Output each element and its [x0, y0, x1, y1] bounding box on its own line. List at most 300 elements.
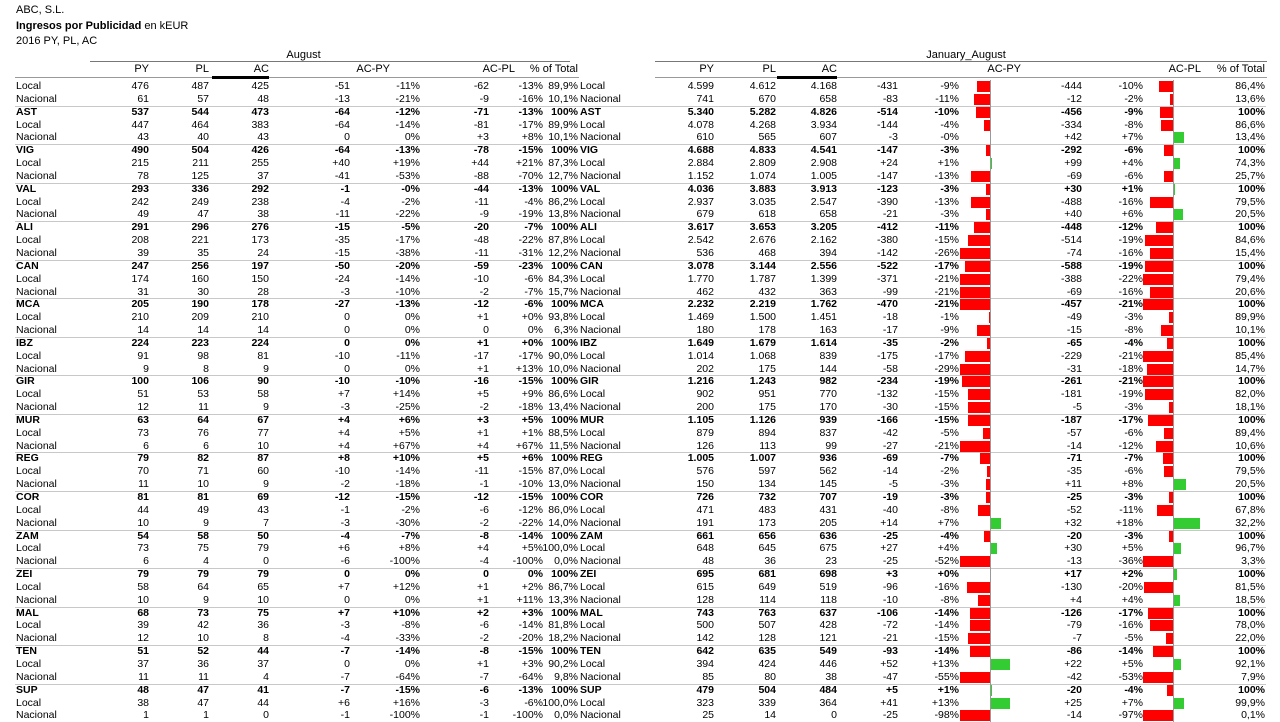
- aug-pl-cell: 76: [197, 426, 209, 439]
- ytd-share-cell: 74,3%: [1235, 157, 1265, 170]
- table-row: [0, 709, 1280, 722]
- ytd-ac-py-pct-cell: -11%: [935, 92, 959, 105]
- ytd-ac-cell: 675: [819, 542, 837, 555]
- ytd-ac-pl-bar: [1163, 453, 1173, 464]
- aug-pl-cell: 336: [191, 182, 209, 195]
- row-label: Local: [16, 195, 42, 208]
- aug-ac-py-pct-cell: 0%: [404, 324, 420, 337]
- ytd-share-cell: 100%: [1238, 413, 1265, 426]
- ytd-ac-pl-pct-cell: -53%: [1118, 670, 1143, 683]
- aug-ac-py-pct-cell: -14%: [395, 272, 420, 285]
- ytd-ac-py-pct-cell: +7%: [937, 516, 959, 529]
- ytd-ac-pl-cell: -261: [1060, 375, 1082, 388]
- header-underline-ac: [212, 76, 269, 79]
- aug-py-cell: 39: [137, 246, 149, 259]
- ytd-share-cell: 20,5%: [1235, 478, 1265, 491]
- ytd-share-cell: 81,5%: [1235, 580, 1265, 593]
- aug-ac-pl-cell: -6: [479, 683, 489, 696]
- ytd-ac-cell: 431: [819, 503, 837, 516]
- ytd-py-cell: 1.216: [687, 375, 714, 388]
- row-label-ytd: Local: [580, 542, 606, 555]
- ytd-ac-pl-bar-axis: [1173, 709, 1174, 722]
- ytd-ac-pl-bar: [1170, 94, 1173, 105]
- aug-py-cell: 44: [137, 503, 149, 516]
- aug-ac-py-pct-cell: 0%: [404, 593, 420, 606]
- aug-ac-py-cell: +7: [338, 388, 350, 401]
- ytd-ac-py-pct-cell: -15%: [934, 234, 959, 247]
- ytd-share-cell: 84,6%: [1235, 234, 1265, 247]
- aug-share-cell: 84,3%: [548, 272, 578, 285]
- ytd-ac-pl-cell: -15: [1066, 324, 1082, 337]
- table-row: [0, 581, 1280, 594]
- table-row: [0, 619, 1280, 632]
- aug-py-cell: 490: [131, 144, 149, 157]
- ytd-ac-py-cell: -21: [882, 632, 898, 645]
- section-ytd-rule: [655, 61, 1267, 62]
- aug-share-cell: 81,8%: [548, 619, 578, 632]
- aug-ac-cell: 178: [251, 298, 269, 311]
- ytd-ac-py-cell: -380: [876, 234, 898, 247]
- ytd-py-cell: 3.078: [687, 259, 714, 272]
- ytd-ac-cell: 770: [819, 388, 837, 401]
- ytd-ac-py-bar: [978, 505, 990, 516]
- aug-share-cell: 11,5%: [549, 439, 578, 452]
- ytd-ac-py-bar: [989, 312, 990, 323]
- aug-ac-pl-pct-cell: -6%: [524, 696, 543, 709]
- aug-ac-cell: 10: [257, 593, 269, 606]
- ytd-share-cell: 0,1%: [1241, 709, 1265, 722]
- ytd-ac-py-bar-axis: [990, 350, 991, 363]
- ytd-ac-cell: 549: [819, 645, 837, 658]
- ytd-ac-pl-pct-cell: -18%: [1118, 362, 1143, 375]
- ytd-col-header-ac-py: AC-PY: [987, 63, 1021, 75]
- aug-ac-pl-cell: -6: [479, 619, 489, 632]
- ytd-ac-pl-bar: [1160, 107, 1173, 118]
- ytd-ac-pl-cell: -20: [1066, 683, 1082, 696]
- aug-ac-py-pct-cell: -17%: [395, 234, 420, 247]
- aug-share-cell: 86,7%: [548, 580, 578, 593]
- ytd-ac-py-pct-cell: -26%: [934, 246, 959, 259]
- ytd-ac-pl-bar: [1174, 209, 1183, 220]
- ytd-ac-pl-bar: [1150, 287, 1173, 298]
- ytd-ac-pl-cell: -13: [1066, 555, 1082, 568]
- ytd-ac-cell: 163: [819, 324, 837, 337]
- ytd-ac-py-bar-axis: [990, 465, 991, 478]
- ytd-pl-cell: 173: [758, 516, 776, 529]
- ytd-ac-pl-bar: [1143, 376, 1173, 387]
- ytd-py-cell: 642: [696, 645, 714, 658]
- row-label: Nacional: [16, 670, 57, 683]
- ytd-pl-cell: 432: [758, 285, 776, 298]
- ytd-ac-pl-bar-axis: [1173, 234, 1174, 247]
- ytd-ac-py-pct-cell: -14%: [934, 606, 959, 619]
- ytd-pl-cell: 1.007: [749, 452, 776, 465]
- ytd-ac-py-bar-axis: [990, 555, 991, 568]
- aug-pl-cell: 464: [191, 118, 209, 131]
- ytd-share-cell: 100%: [1238, 259, 1265, 272]
- ytd-ac-pl-bar-axis: [1173, 273, 1174, 286]
- ytd-ac-pl-cell: +42: [1064, 131, 1082, 144]
- ytd-ac-cell: 446: [819, 657, 837, 670]
- aug-ac-cell: 238: [251, 195, 269, 208]
- ytd-share-cell: 79,5%: [1235, 465, 1265, 478]
- aug-ac-py-cell: -13: [334, 92, 350, 105]
- region-total-row: [0, 375, 1280, 388]
- ytd-pl-cell: 1.679: [749, 336, 776, 349]
- aug-ac-pl-cell: 0: [483, 568, 489, 581]
- ytd-ac-py-bar-axis: [990, 221, 991, 234]
- row-label-ytd: Local: [580, 349, 606, 362]
- ytd-pl-cell: 763: [758, 606, 776, 619]
- aug-pl-cell: 106: [191, 375, 209, 388]
- ytd-ac-pl-pct-cell: -5%: [1124, 632, 1143, 645]
- aug-ac-pl-pct-cell: -14%: [518, 529, 543, 542]
- ytd-pl-cell: 1.126: [749, 413, 776, 426]
- report-title-bold: Ingresos por Publicidad: [16, 19, 142, 32]
- ytd-ac-py-cell: -35: [882, 336, 898, 349]
- aug-py-cell: 79: [137, 452, 149, 465]
- row-label-ytd: TEN: [580, 645, 601, 658]
- ytd-ac-cell: 982: [819, 375, 837, 388]
- ytd-ac-pl-pct-cell: +18%: [1115, 516, 1143, 529]
- ytd-ac-py-cell: -166: [876, 413, 898, 426]
- aug-ac-pl-cell: -8: [479, 645, 489, 658]
- row-label: Local: [16, 580, 42, 593]
- ytd-ac-pl-pct-cell: -14%: [1118, 645, 1143, 658]
- row-label: GIR: [16, 375, 35, 388]
- ytd-ac-py-pct-cell: -15%: [934, 388, 959, 401]
- aug-ac-py-cell: 0: [344, 324, 350, 337]
- ytd-ac-pl-cell: -74: [1066, 246, 1082, 259]
- aug-ac-py-cell: -10: [334, 375, 350, 388]
- ytd-ac-cell: 1.614: [810, 336, 837, 349]
- ytd-ac-py-bar: [971, 197, 990, 208]
- ytd-ac-py-cell: -96: [882, 580, 898, 593]
- aug-ac-pl-pct-cell: -31%: [518, 246, 543, 259]
- ytd-ac-pl-bar: [1156, 441, 1173, 452]
- ytd-ac-py-cell: -25: [882, 709, 898, 722]
- aug-ac-cell: 426: [251, 144, 269, 157]
- ytd-ac-py-pct-cell: -10%: [934, 105, 959, 118]
- aug-ac-pl-cell: +1: [477, 311, 489, 324]
- aug-share-cell: 93,8%: [548, 311, 578, 324]
- aug-ac-pl-pct-cell: +0%: [521, 336, 543, 349]
- ytd-py-cell: 2.232: [687, 298, 714, 311]
- ytd-ac-py-cell: -412: [876, 221, 898, 234]
- ytd-ac-cell: 1.451: [810, 311, 837, 324]
- ytd-ac-pl-pct-cell: -3%: [1124, 491, 1143, 503]
- aug-ac-cell: 37: [257, 169, 269, 182]
- ytd-ac-py-bar-axis: [990, 645, 991, 658]
- ytd-ac-py-bar: [987, 466, 990, 477]
- row-label-ytd: Nacional: [580, 208, 621, 221]
- aug-share-cell: 13,3%: [548, 593, 578, 606]
- ytd-share-cell: 100%: [1238, 606, 1265, 619]
- ytd-ac-pl-bar: [1167, 338, 1173, 349]
- ytd-ac-py-bar-axis: [990, 632, 991, 645]
- ytd-share-cell: 100%: [1238, 568, 1265, 581]
- ytd-share-cell: 20,6%: [1235, 285, 1265, 298]
- ytd-ac-cell: 3.934: [810, 118, 837, 131]
- col-header-ac-py: AC-PY: [356, 63, 390, 75]
- ytd-ac-cell: 637: [819, 606, 837, 619]
- ytd-ac-py-cell: -123: [876, 182, 898, 195]
- aug-pl-cell: 10: [197, 632, 209, 645]
- aug-ac-cell: 58: [257, 388, 269, 401]
- aug-pl-cell: 58: [197, 529, 209, 542]
- aug-share-cell: 100%: [551, 182, 578, 195]
- aug-ac-pl-pct-cell: -16%: [518, 92, 543, 105]
- ytd-py-cell: 5.340: [687, 105, 714, 118]
- aug-ac-py-pct-cell: -33%: [395, 632, 420, 645]
- aug-ac-py-cell: +7: [338, 606, 350, 619]
- ytd-share-cell: 13,6%: [1235, 92, 1265, 105]
- aug-share-cell: 90,0%: [548, 349, 578, 362]
- ytd-ac-pl-pct-cell: -19%: [1118, 259, 1143, 272]
- aug-share-cell: 86,6%: [548, 388, 578, 401]
- ytd-ac-cell: 145: [819, 478, 837, 491]
- table-row: [0, 324, 1280, 337]
- aug-ac-py-pct-cell: 0%: [404, 362, 420, 375]
- aug-ac-py-pct-cell: -2%: [401, 503, 420, 516]
- ytd-ac-py-bar: [970, 646, 990, 657]
- aug-ac-pl-pct-cell: +3%: [521, 657, 543, 670]
- aug-ac-pl-cell: -11: [474, 465, 489, 478]
- aug-ac-pl-cell: -6: [479, 503, 489, 516]
- ytd-col-header-ac: AC: [821, 63, 837, 75]
- row-label-ytd: Local: [580, 465, 606, 478]
- row-label: Nacional: [16, 709, 57, 722]
- aug-pl-cell: 223: [191, 336, 209, 349]
- ytd-ac-py-pct-cell: -13%: [934, 195, 959, 208]
- aug-ac-pl-pct-cell: -13%: [518, 80, 543, 92]
- aug-ac-cell: 38: [257, 208, 269, 221]
- aug-ac-py-cell: -2: [340, 478, 350, 491]
- aug-share-cell: 89,9%: [548, 80, 578, 92]
- ytd-ac-py-pct-cell: -15%: [934, 413, 959, 426]
- ytd-ac-pl-pct-cell: +5%: [1121, 542, 1143, 555]
- aug-pl-cell: 42: [197, 619, 209, 632]
- ytd-ac-py-pct-cell: -9%: [940, 80, 959, 92]
- ytd-ac-pl-bar-axis: [1173, 684, 1174, 697]
- ytd-ac-py-bar-axis: [990, 401, 991, 414]
- row-label-ytd: Local: [580, 580, 606, 593]
- ytd-ac-pl-bar-axis: [1173, 504, 1174, 517]
- aug-ac-cell: 0: [263, 555, 269, 568]
- aug-ac-pl-pct-cell: -22%: [518, 234, 543, 247]
- ytd-ac-cell: 205: [819, 516, 837, 529]
- ytd-ac-pl-cell: -71: [1066, 452, 1082, 465]
- ytd-ac-py-bar: [986, 492, 990, 503]
- table-row: [0, 478, 1280, 491]
- aug-share-cell: 100%: [551, 105, 578, 118]
- aug-pl-cell: 6: [203, 439, 209, 452]
- ytd-col-header-share: % of Total: [1216, 63, 1265, 75]
- aug-share-cell: 14,0%: [548, 516, 578, 529]
- ytd-ac-py-cell: -514: [876, 105, 898, 118]
- aug-py-cell: 51: [137, 388, 149, 401]
- ytd-ac-py-cell: +52: [880, 657, 898, 670]
- aug-share-cell: 100%: [551, 375, 578, 388]
- aug-ac-py-cell: +40: [332, 157, 350, 170]
- row-label: Nacional: [16, 439, 57, 452]
- aug-share-cell: 100%: [551, 298, 578, 311]
- row-label-ytd: MCA: [580, 298, 604, 311]
- aug-py-cell: 81: [137, 491, 149, 503]
- aug-py-cell: 14: [137, 324, 149, 337]
- aug-ac-pl-cell: +1: [477, 362, 489, 375]
- aug-ac-pl-cell: -9: [479, 92, 489, 105]
- row-label: Nacional: [16, 401, 57, 414]
- ytd-ac-pl-bar-axis: [1173, 119, 1174, 132]
- ytd-ac-pl-cell: -7: [1072, 632, 1082, 645]
- aug-ac-py-cell: -7: [340, 645, 350, 658]
- ytd-share-cell: 78,0%: [1235, 619, 1265, 632]
- ytd-share-cell: 100%: [1238, 298, 1265, 311]
- ytd-ac-cell: 364: [819, 696, 837, 709]
- row-label-ytd: CAN: [580, 259, 603, 272]
- ytd-ac-py-bar: [991, 659, 1010, 670]
- ytd-ac-py-pct-cell: -2%: [940, 336, 959, 349]
- aug-py-cell: 11: [138, 670, 149, 683]
- aug-ac-cell: 37: [257, 657, 269, 670]
- row-label-ytd: Nacional: [580, 92, 621, 105]
- aug-ac-cell: 292: [251, 182, 269, 195]
- aug-ac-py-pct-cell: -2%: [401, 195, 420, 208]
- ytd-share-cell: 86,4%: [1235, 80, 1265, 92]
- ytd-ac-pl-pct-cell: +2%: [1121, 568, 1143, 581]
- ytd-ac-pl-pct-cell: -19%: [1118, 388, 1143, 401]
- ytd-ac-py-bar-axis: [990, 607, 991, 620]
- aug-ac-py-cell: -1: [340, 709, 350, 722]
- ytd-ac-py-bar: [991, 158, 992, 169]
- ytd-ac-pl-pct-cell: -8%: [1124, 324, 1143, 337]
- ytd-ac-cell: 2.556: [810, 259, 837, 272]
- ytd-ac-pl-cell: +30: [1064, 182, 1082, 195]
- aug-share-cell: 0,0%: [554, 555, 578, 568]
- ytd-ac-pl-pct-cell: +6%: [1121, 208, 1143, 221]
- ytd-pl-cell: 1.500: [749, 311, 776, 324]
- row-label-ytd: MUR: [580, 413, 604, 426]
- aug-ac-pl-pct-cell: -13%: [518, 105, 543, 118]
- ytd-ac-pl-pct-cell: -8%: [1124, 118, 1143, 131]
- ytd-ac-py-bar-axis: [990, 324, 991, 337]
- ytd-ac-py-pct-cell: -15%: [934, 632, 959, 645]
- row-label: Nacional: [16, 478, 57, 491]
- aug-ac-py-pct-cell: -11%: [396, 80, 420, 92]
- aug-ac-cell: 197: [251, 259, 269, 272]
- row-label: VAL: [16, 182, 37, 195]
- aug-ac-pl-cell: -2: [479, 285, 489, 298]
- ytd-ac-py-pct-cell: -8%: [940, 503, 959, 516]
- aug-ac-cell: 24: [257, 246, 269, 259]
- ytd-ac-pl-bar: [1147, 364, 1173, 375]
- aug-py-cell: 6: [143, 439, 149, 452]
- aug-ac-pl-cell: -78: [473, 144, 489, 157]
- ytd-ac-py-bar: [977, 81, 990, 92]
- aug-share-cell: 100%: [551, 413, 578, 426]
- ytd-ac-pl-bar: [1169, 402, 1173, 413]
- ytd-share-cell: 100%: [1238, 452, 1265, 465]
- ytd-py-cell: 191: [696, 516, 714, 529]
- ytd-pl-cell: 894: [758, 426, 776, 439]
- aug-pl-cell: 125: [191, 169, 209, 182]
- aug-ac-py-pct-cell: 0%: [404, 568, 420, 581]
- aug-share-cell: 100%: [551, 491, 578, 503]
- ytd-ac-pl-cell: -52: [1066, 503, 1082, 516]
- ytd-ac-py-bar: [968, 633, 990, 644]
- aug-py-cell: 224: [131, 336, 149, 349]
- ytd-ac-py-pct-cell: -9%: [940, 324, 959, 337]
- ytd-share-cell: 67,8%: [1235, 503, 1265, 516]
- ytd-ac-py-cell: +41: [880, 696, 898, 709]
- aug-pl-cell: 160: [191, 272, 209, 285]
- aug-pl-cell: 98: [197, 349, 209, 362]
- aug-ac-cell: 65: [257, 580, 269, 593]
- row-label: MCA: [16, 298, 40, 311]
- ytd-pl-cell: 114: [759, 593, 776, 606]
- ytd-ac-pl-pct-cell: -17%: [1118, 606, 1143, 619]
- ytd-ac-py-bar: [991, 543, 997, 554]
- ytd-ac-py-bar-axis: [990, 170, 991, 183]
- ytd-ac-py-cell: -83: [882, 92, 898, 105]
- ytd-ac-py-bar: [978, 595, 990, 606]
- aug-share-cell: 9,8%: [554, 670, 578, 683]
- ytd-ac-cell: 658: [819, 92, 837, 105]
- ytd-ac-py-cell: -47: [882, 670, 898, 683]
- aug-ac-py-cell: -10: [334, 465, 350, 478]
- aug-ac-cell: 7: [263, 516, 269, 529]
- aug-ac-pl-pct-cell: 0%: [527, 568, 543, 581]
- ytd-ac-pl-bar: [1150, 248, 1173, 259]
- ytd-ac-cell: 939: [819, 413, 837, 426]
- col-header-share: % of Total: [529, 63, 578, 75]
- ytd-ac-pl-bar: [1150, 620, 1173, 631]
- ytd-ac-pl-cell: -444: [1060, 80, 1082, 92]
- ytd-ac-pl-bar-axis: [1173, 671, 1174, 684]
- ytd-ac-pl-bar: [1174, 569, 1177, 580]
- ytd-ac-pl-cell: -31: [1066, 362, 1082, 375]
- ytd-ac-py-cell: -72: [882, 619, 898, 632]
- aug-ac-cell: 77: [257, 426, 269, 439]
- aug-ac-py-pct-cell: -25%: [395, 401, 420, 414]
- aug-py-cell: 6: [143, 555, 149, 568]
- aug-ac-cell: 173: [251, 234, 269, 247]
- aug-ac-pl-cell: +1: [477, 593, 489, 606]
- ytd-ac-pl-bar: [1157, 505, 1173, 516]
- ytd-ac-pl-cell: -14: [1066, 709, 1082, 722]
- ytd-ac-py-cell: -58: [882, 362, 898, 375]
- aug-ac-pl-pct-cell: -70%: [518, 169, 543, 182]
- ytd-ac-pl-pct-cell: -6%: [1124, 169, 1143, 182]
- row-label: Local: [16, 426, 42, 439]
- table-row: [0, 504, 1280, 517]
- ytd-pl-cell: 4.833: [749, 144, 776, 157]
- aug-ac-cell: 9: [263, 362, 269, 375]
- ytd-py-cell: 2.884: [687, 157, 714, 170]
- ytd-ac-py-bar: [986, 184, 990, 195]
- ytd-ac-pl-bar-axis: [1173, 324, 1174, 337]
- ytd-ac-py-cell: -147: [876, 144, 898, 157]
- aug-ac-cell: 43: [257, 131, 269, 144]
- aug-pl-cell: 544: [191, 105, 209, 118]
- table-row: [0, 388, 1280, 401]
- ytd-ac-py-bar: [983, 428, 990, 439]
- row-label: Nacional: [16, 169, 57, 182]
- row-label: Local: [16, 696, 42, 709]
- table-row: [0, 517, 1280, 530]
- ytd-ac-py-pct-cell: -8%: [940, 593, 959, 606]
